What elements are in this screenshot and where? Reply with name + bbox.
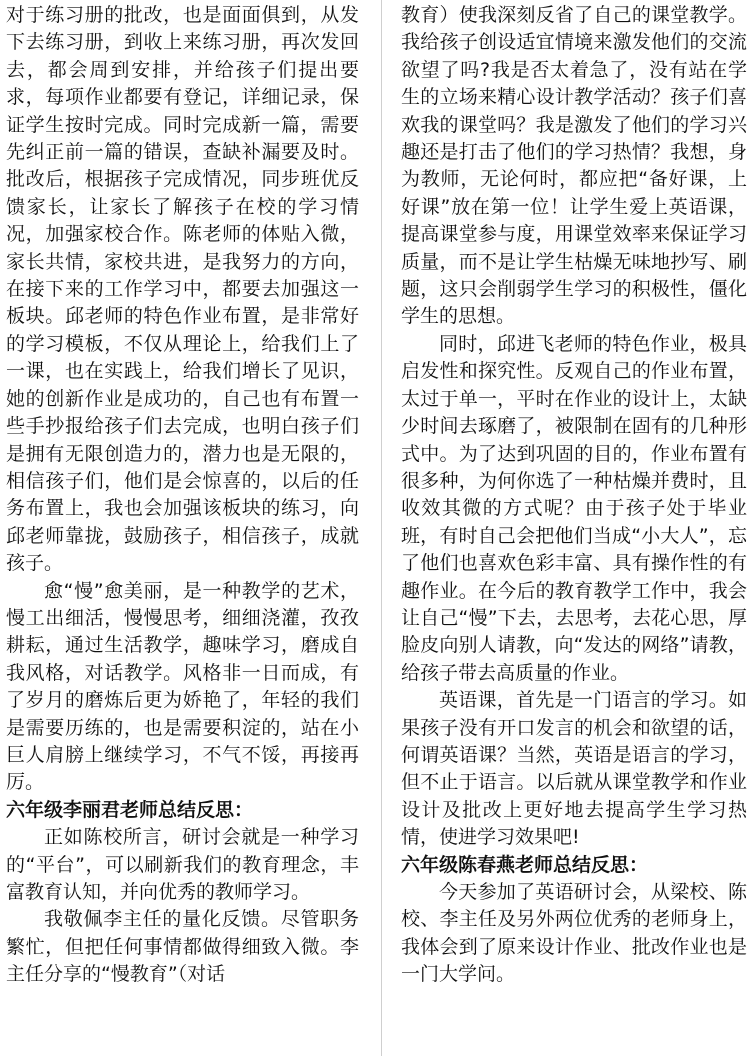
left-paragraph-4: 我敬佩李主任的量化反馈。尽管职务繁忙，但把任何事情都做得细致入微。李主任分享的“慢教育”（对话 <box>6 908 359 986</box>
left-column <box>6 2 359 989</box>
left-paragraph-2: 愈“慢”愈美丽，是一种教学的艺术，慢工出细活，慢慢思考，细细浇灌，孜孜耕耘，通过生活教学，趣味学习，磨成自我风格，对话教学。风格非一日而成，有了岁月的磨炼后更为娇艳了，年轻的我们是需要历练的，也是需要积淀的，站在小巨人肩膀上继续学习，不气不馁，再接再厉。 <box>6 579 359 794</box>
right-paragraph-4: 今天参加了英语研讨会，从梁校、陈校、李主任及另外两位优秀的老师身上，我体会到了原来设计作业、批改作业也是一门大学问。 <box>401 881 747 986</box>
right-column <box>401 2 747 989</box>
left-paragraph-3: 正如陈校所言，研讨会就是一种学习的“平台”，可以刷新我们的教育理念，丰富教育认知，并向优秀的教师学习。 <box>6 826 359 903</box>
column-divider <box>381 0 382 1056</box>
right-paragraph-3: 英语课，首先是一门语言的学习。如果孩子没有开口发言的机会和欲望的话，何谓英语课？当然，英语是语言的学习，但不止于语言。以后就从课堂教学和作业设计及批改上更好地去提高学生学习热情，使进学习效果吧! <box>401 689 747 849</box>
right-paragraph-2: 同时，邱进飞老师的特色作业，极具启发性和探究性。反观自己的作业布置，太过于单一，平时在作业的设计上，太缺少时间去琢磨了，被限制在固有的几种形式中。为了达到巩固的目的，作业布置有很多种，为何你选了一种枯燥并费时，且收效其微的方式呢？由于孩子处于毕业班，有时自己会把他们当成“小大人”，忘了他们也喜欢色彩丰富、具有操作性的有趣作业。在今后的教育教学工作中，我会让自己“慢”下去，去思考，去花心思，厚脸皮向别人请教，向“发达的网络”请教，给孩子带去高质量的作业。 <box>401 332 747 684</box>
right-paragraph-1: 教育）使我深刻反省了自己的课堂教学。我给孩子创设适宜情境来激发他们的交流欲望了吗?我是否太着急了，没有站在学生的立场来精心设计教学活动？孩子们喜欢我的课堂吗？我是激发了他们的学习兴趣还是打击了他们的学习热情？我想，身为教师，无论何时，都应把“备好课，上好课”放在第一位！让学生爱上英语课，提高课堂参与度，用课堂效率来保证学习质量，而不是让学生枯燥无味地抄写、刷题，这只会削弱学生学习的积极性，僵化学生的思想。 <box>401 4 747 328</box>
right-section-heading: 六年级陈春燕老师总结反思： <box>401 853 649 876</box>
left-paragraph-1: 对于练习册的批改，也是面面俱到，从发下去练习册，到收上来练习册，再次发回去，都会周到安排，并给孩子们提出要求，每项作业都要有登记，详细记录，保证学生按时完成。同时完成新一篇，需要先纠正前一篇的错误，查缺补漏要及时。批改后，根据孩子完成情况，同步班优反馈家长，让家长了解孩子在校的学习情况，加强家校合作。陈老师的体贴入微，家长共情，家校共进，是我努力的方向，在接下来的工作学习中，都要去加强这一板块。邱老师的特色作业布置，是非常好的学习模板，不仅从理论上，给我们上了一课，也在实践上，给我们增长了见识，她的创新作业是成功的，自己也有布置一些手抄报给孩子们去完成，也明白孩子们是拥有无限创造力的，潜力也是无限的，相信孩子们，他们是会惊喜的，以后的任务布置上，我也会加强该板块的练习，向邱老师靠拢，鼓励孩子，相信孩子，成就孩子。 <box>6 4 359 575</box>
left-section-heading: 六年级李丽君老师总结反思： <box>6 798 254 821</box>
